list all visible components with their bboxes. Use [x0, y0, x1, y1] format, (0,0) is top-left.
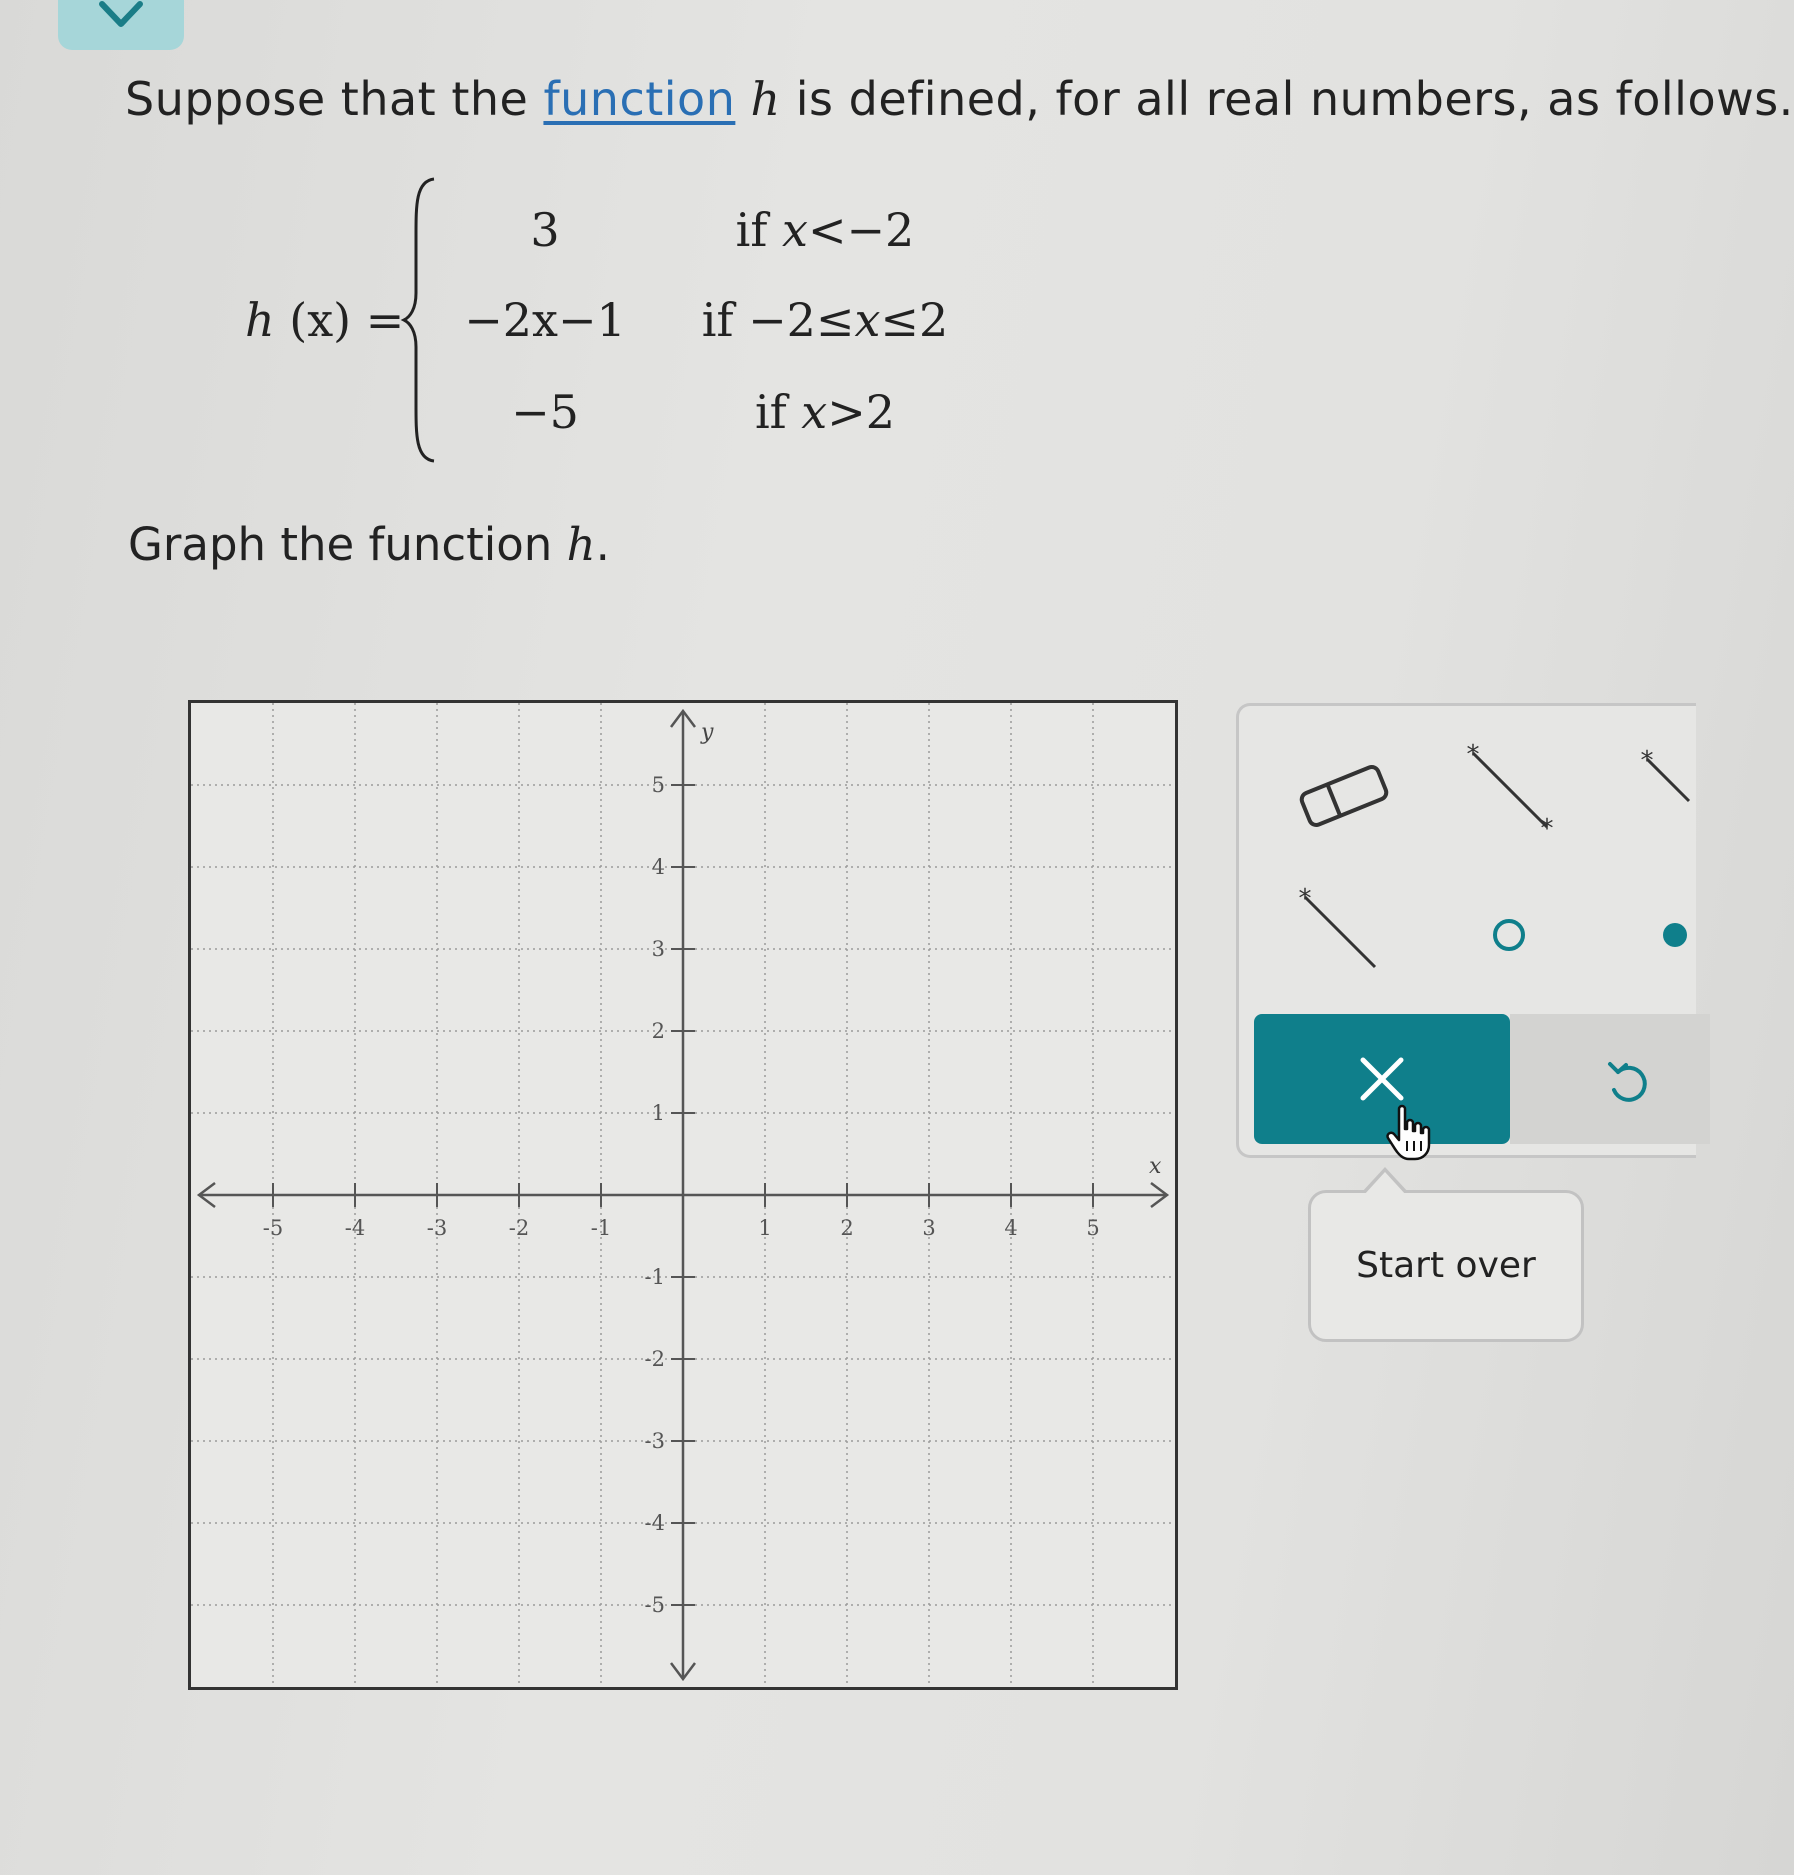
ray-tool[interactable]	[1289, 881, 1399, 991]
x-tick-label: 2	[840, 1216, 854, 1240]
y-axis-label: y	[701, 720, 714, 745]
x-tick-label: -2	[508, 1216, 530, 1240]
y-tick-label: 2	[651, 1019, 665, 1043]
x-tick-label: 4	[1004, 1216, 1018, 1240]
x-tick-label: 1	[758, 1216, 772, 1240]
x-tick-label: -5	[262, 1216, 284, 1240]
open-circle-icon	[1461, 881, 1571, 991]
y-tick-label: -4	[644, 1511, 665, 1535]
x-tick-label: -4	[344, 1216, 366, 1240]
pointer-hand-icon	[1385, 1105, 1435, 1161]
instruction-text: Graph the function h.	[128, 518, 610, 571]
case-expression: −5	[511, 385, 579, 439]
line-segment-tool[interactable]	[1461, 741, 1571, 851]
y-tick-label: -3	[644, 1429, 665, 1453]
x-tick-label: 3	[922, 1216, 936, 1240]
y-tick-label: 3	[651, 937, 665, 961]
svg-text:*: *	[1466, 740, 1480, 770]
svg-text:*: *	[1640, 746, 1654, 776]
y-tick-label: 5	[651, 773, 665, 797]
undo-button[interactable]	[1600, 1054, 1656, 1110]
case-condition: if −2≤x≤2	[701, 293, 949, 347]
y-tick-label: -1	[644, 1265, 665, 1289]
undo-icon	[1600, 1054, 1656, 1110]
y-tick-label: -2	[644, 1347, 665, 1371]
case-condition: if x>2	[754, 385, 896, 439]
piecewise-case-2	[445, 293, 1005, 353]
svg-text:*: *	[1298, 884, 1312, 914]
function-name: h (x) =	[245, 293, 405, 347]
x-tick-label: -3	[426, 1216, 448, 1240]
undo-area	[1510, 1014, 1710, 1144]
tooltip-arrow-fill	[1364, 1172, 1406, 1195]
eraser-icon	[1289, 741, 1399, 851]
piecewise-definition	[245, 175, 1005, 475]
case-expression: −2x−1	[464, 293, 626, 347]
line-icon	[1629, 741, 1739, 851]
question-prompt	[125, 72, 1794, 126]
x-tick-label: -1	[590, 1216, 612, 1240]
x-axis-label: x	[1149, 1154, 1162, 1179]
tooltip-text: Start over	[1356, 1245, 1536, 1286]
ray-icon	[1289, 881, 1399, 991]
eraser-tool[interactable]	[1289, 741, 1399, 851]
line-tool[interactable]	[1629, 741, 1739, 851]
case-expression: 3	[530, 203, 560, 257]
left-brace	[400, 175, 440, 465]
piecewise-case-3	[445, 385, 1005, 445]
open-circle-tool[interactable]	[1461, 881, 1571, 991]
prompt-text-end: is defined, for all real numbers, as follows.	[780, 72, 1794, 126]
function-link[interactable]: function	[543, 72, 736, 126]
x-tick-label: 5	[1086, 1216, 1100, 1240]
y-tick-label: -5	[644, 1593, 665, 1617]
line-segment-icon	[1461, 741, 1571, 851]
closed-point-tool[interactable]	[1629, 881, 1739, 991]
graph-canvas[interactable]	[188, 700, 1178, 1690]
coordinate-plane[interactable]	[191, 703, 1175, 1687]
clear-graph-button[interactable]	[1254, 1014, 1510, 1144]
prompt-text-start: Suppose that the	[125, 72, 544, 126]
y-tick-label: 1	[651, 1101, 665, 1125]
case-condition: if x<−2	[735, 203, 915, 257]
start-over-tooltip	[1308, 1190, 1584, 1342]
graphing-toolbox	[1236, 703, 1696, 1158]
chevron-down-icon	[98, 0, 144, 30]
y-tick-label: 4	[651, 855, 665, 879]
collapse-tab[interactable]	[58, 0, 184, 50]
close-icon	[1357, 1054, 1407, 1104]
svg-text:*: *	[1540, 814, 1554, 844]
piecewise-case-1	[445, 203, 1005, 263]
prompt-variable: h	[750, 72, 781, 126]
closed-point-icon	[1629, 881, 1739, 991]
